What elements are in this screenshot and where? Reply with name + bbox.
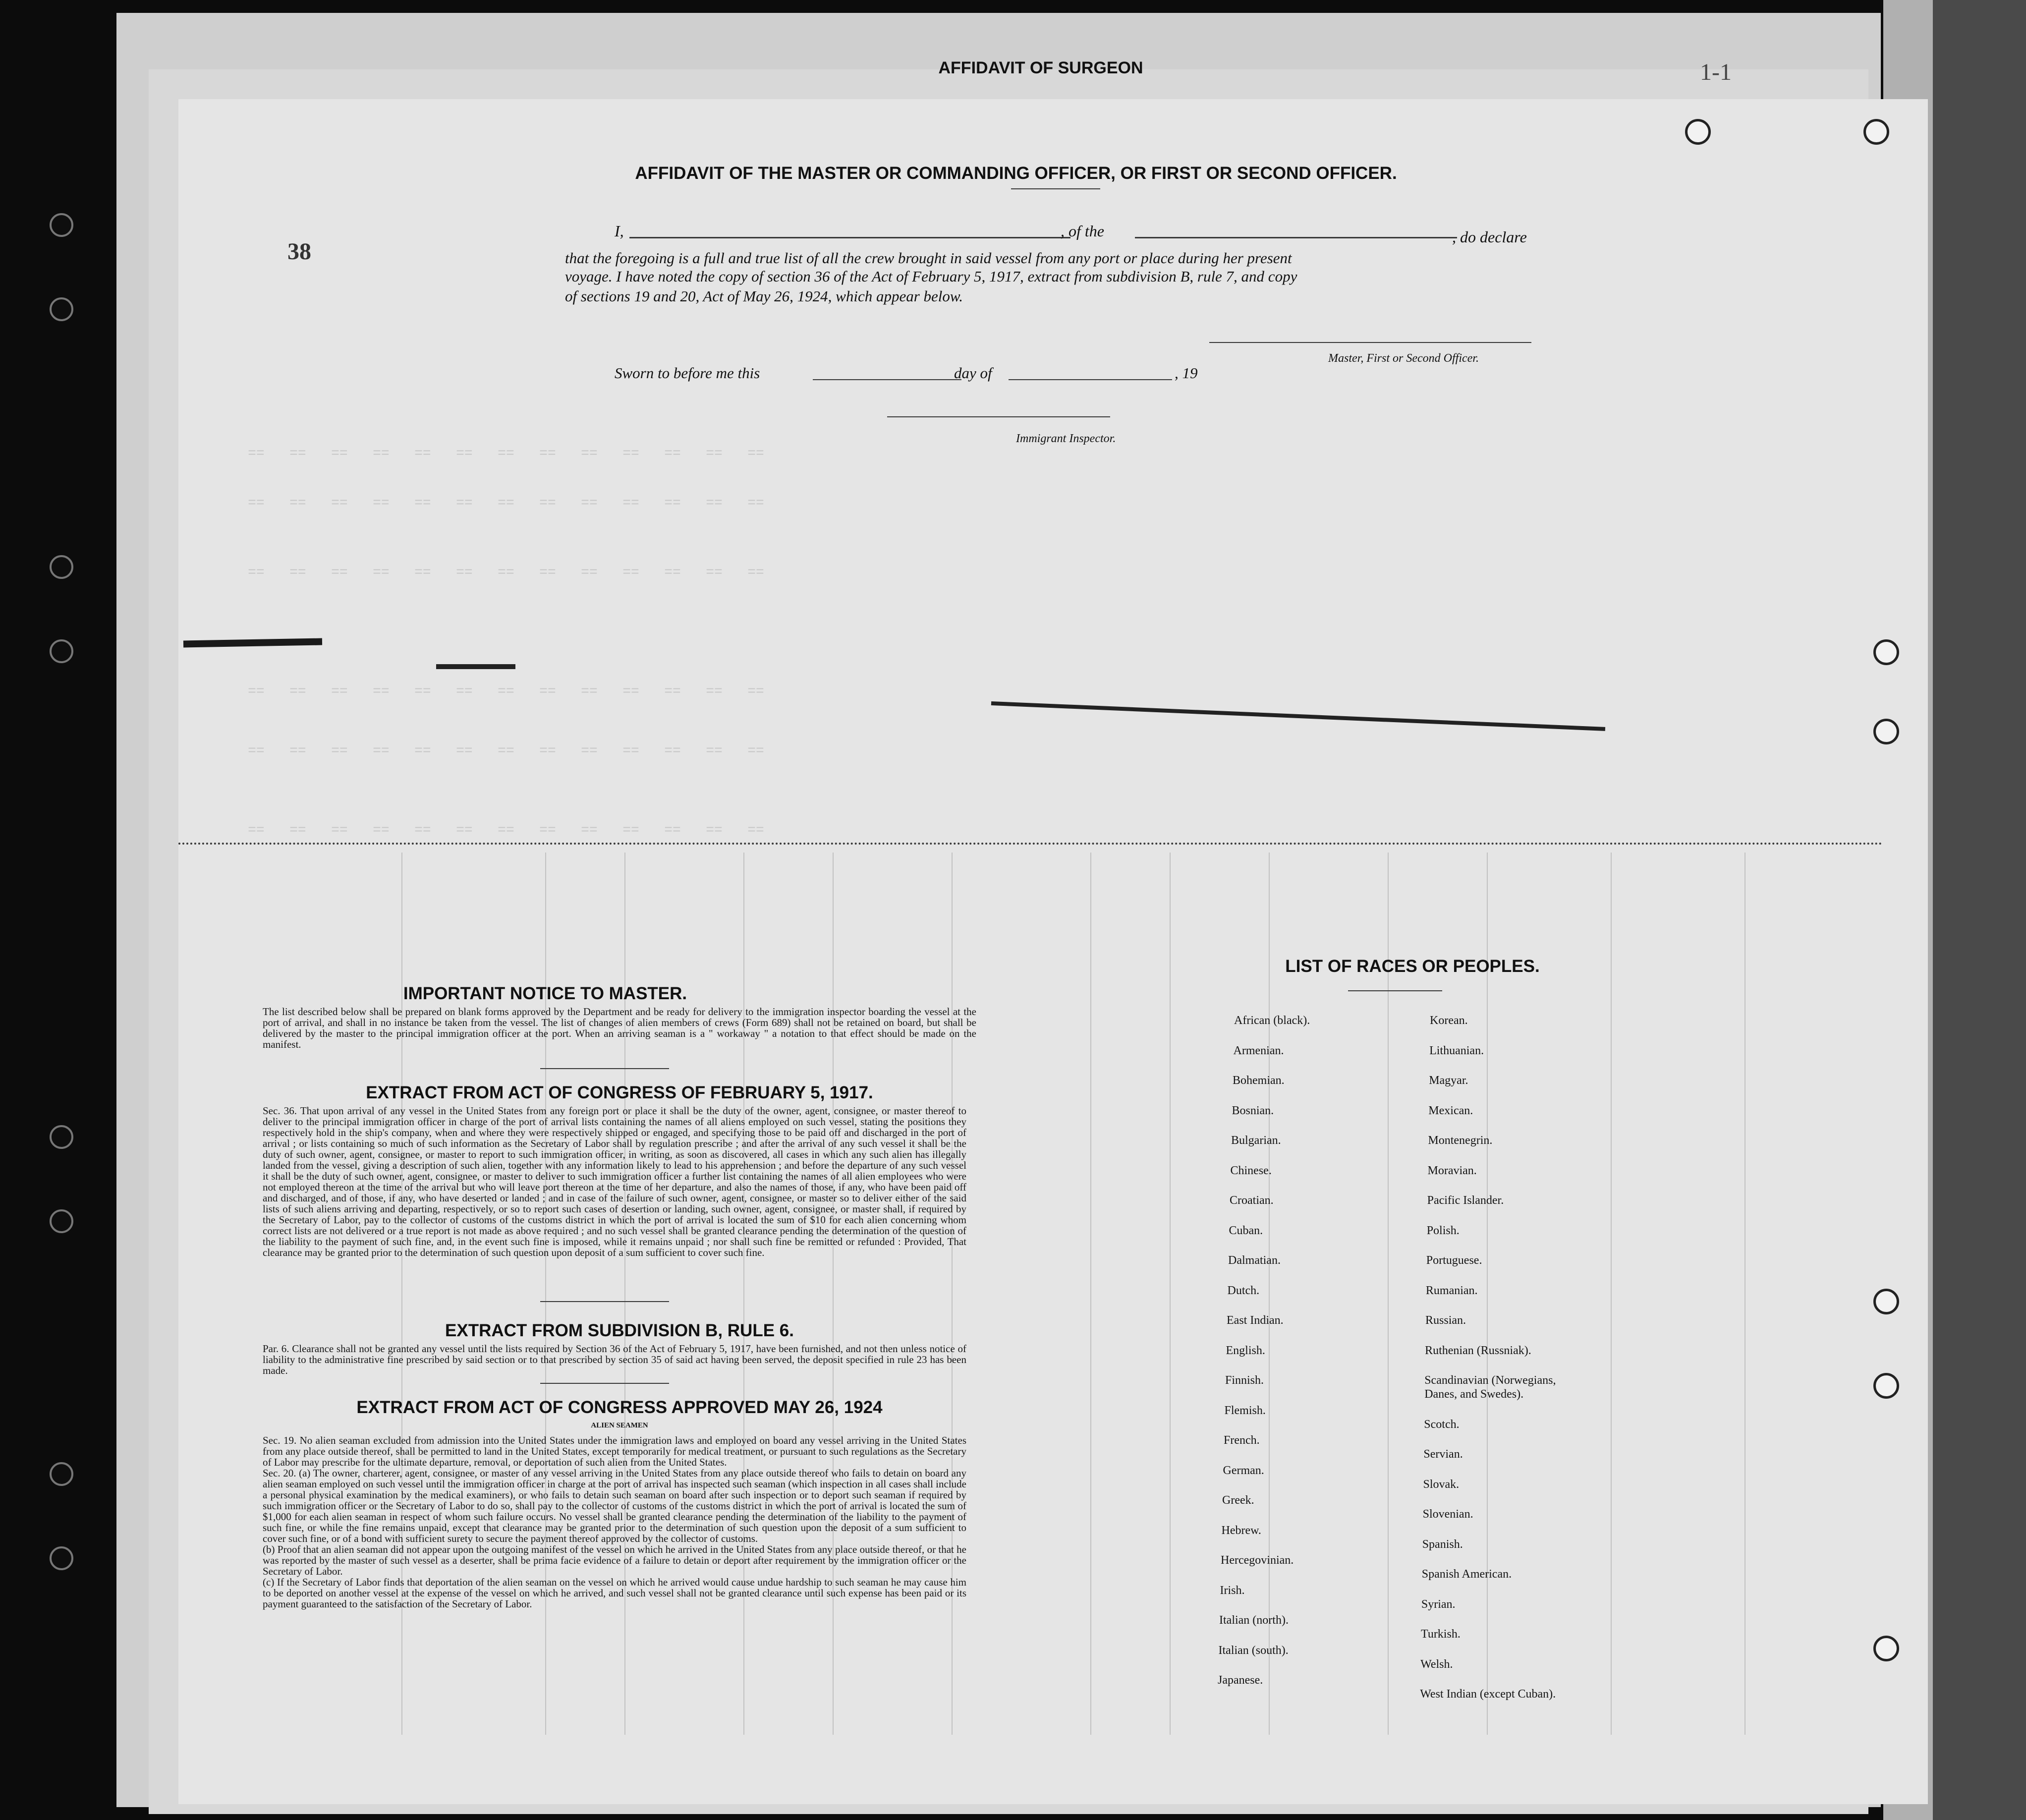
race-item: Moravian.	[1427, 1164, 1477, 1177]
margin-mark: 38	[287, 238, 311, 265]
race-item: Italian (north).	[1219, 1614, 1289, 1627]
title-rule	[1011, 188, 1100, 189]
extract-1917-body: Sec. 36. That upon arrival of any vessel in the United States from any foreign port or place it shall be the duty of the owner, agent, consignee, or master thereof to deliver to the principal immigration officer in charge of the port of arrival lists containing the names of all aliens employed on such vessel, stating the positions they respectively hold in the ship's company, when and where they were respectively shipped or engaged, and specifying those to be paid off and discharged in the port of arrival ; or lists containing so much of such information as the Secretary of Labor shall by regulation prescribe ; and after the arrival of any such vessel it shall be the duty of such owner, agent, consignee, or master to report to such immigration officer, in writing, as soon as discovered, all cases in which any such alien has illegally landed from the vessel, giving a description of such alien, together with any information likely to lead to his apprehension ; and before the departure of any such vessel it shall be the duty of such owner, agent, consignee, or master to deliver to such immigration officer a further list containing the names of all alien employees who were not employed thereon at the time of the arrival but who will leave port thereon at the time of her departure, and also the names of those, if any, who have been paid off and discharged, and of those, if any, who have deserted or landed ; and in case of the failure of such owner, agent, consignee, or master so to deliver either of the said lists of such aliens arriving and departing, respectively, or so to report such cases of desertion or landing, such owner, agent, consignee, or master shall, if required by the Secretary of Labor, pay to the collector of customs of the customs district in which the port of arrival is located the sum of $10 for each alien concerning whom correct lists are not delivered or a true report is not made as above required ; and no such vessel shall be granted clearance pending the determination of the question of the liability to the payment of such fine, and, in the event such fine is imposed, while it remains unpaid ; nor shall such fine be remitted or refunded : Provided, That clearance may be granted prior to the determination of such question upon deposit of a sum sufficient to cover such fine.	[263, 1105, 966, 1258]
race-item: Bosnian.	[1232, 1104, 1274, 1117]
race-item: Scotch.	[1424, 1418, 1460, 1431]
scanner-bed	[1933, 0, 2026, 1820]
bleed-through: == == == == == == == == == == == == ==	[248, 496, 764, 511]
ruling-line	[1170, 853, 1171, 1735]
race-item: Hebrew.	[1221, 1524, 1261, 1537]
affidavit-para1: that the foregoing is a full and true list of all the crew brought in said vessel from any port or place during her present	[565, 249, 1292, 267]
fold-line	[178, 843, 1883, 845]
punch-hole-icon	[1873, 719, 1899, 744]
bleed-through: == == == == == == == == == == == == ==	[248, 823, 764, 838]
inspector-label: Immigrant Inspector.	[1016, 432, 1116, 445]
ruling-line	[1611, 853, 1612, 1735]
punch-hole-icon	[1873, 639, 1899, 665]
extract-1924-title: EXTRACT FROM ACT OF CONGRESS APPROVED MAY 26, 1924	[356, 1398, 883, 1417]
section-rule	[540, 1068, 669, 1069]
race-item: Syrian.	[1421, 1597, 1456, 1611]
section-rule	[1348, 990, 1442, 991]
races-title: LIST OF RACES OR PEOPLES.	[1285, 957, 1540, 976]
affidavit-of-the: , of the	[1061, 222, 1104, 240]
race-item: Greek.	[1222, 1494, 1254, 1507]
punch-hole-icon	[1873, 1289, 1899, 1314]
race-item: Cuban.	[1229, 1224, 1263, 1237]
race-item: Ruthenian (Russniak).	[1425, 1344, 1531, 1357]
race-item: Magyar.	[1429, 1074, 1468, 1087]
notice-body: The list described below shall be prepared on blank forms approved by the Department and be ready for delivery to the immigration inspector boarding the vessel at the port of arrival, and shall in no instance be taken from the vessel. The list of changes of alien members of crews (Form 689) shall not be retained on board, but shall be delivered by the master to the principal immigration officer at the port. When an arriving seaman is a " workaway " a notation to that effect should be made on the manifest.	[263, 1006, 976, 1050]
race-item: Slovenian.	[1422, 1508, 1473, 1521]
top-title: AFFIDAVIT OF SURGEON	[938, 58, 1143, 77]
punch-hole-icon	[1863, 119, 1889, 145]
race-item: Turkish.	[1421, 1628, 1461, 1641]
affidavit-title: AFFIDAVIT OF THE MASTER OR COMMANDING OFFICER, OR FIRST OR SECOND OFFICER.	[635, 164, 1397, 183]
punch-hole-icon	[50, 639, 73, 663]
bleed-through: == == == == == == == == == == == == ==	[248, 684, 764, 699]
race-item: Dalmatian.	[1228, 1254, 1281, 1267]
race-item: Irish.	[1220, 1584, 1245, 1597]
bleed-through: == == == == == == == == == == == == ==	[248, 446, 764, 461]
race-item: Welsh.	[1420, 1657, 1453, 1671]
bleed-through: == == == == == == == == == == == == ==	[248, 565, 764, 580]
race-item: Montenegrin.	[1428, 1134, 1493, 1147]
race-item: Pacific Islander.	[1427, 1194, 1504, 1207]
inspector-signature-line[interactable]	[887, 416, 1110, 417]
punch-hole-icon	[1873, 1636, 1899, 1661]
punch-hole-icon	[50, 1462, 73, 1486]
affidavit-line1-prefix: I,	[615, 222, 624, 240]
race-item: English.	[1226, 1344, 1265, 1357]
punch-hole-icon	[50, 1209, 73, 1233]
punch-hole-icon	[50, 555, 73, 579]
race-item: Bulgarian.	[1231, 1134, 1281, 1147]
race-item: Polish.	[1426, 1224, 1460, 1237]
sec20a-text: Sec. 20. (a) The owner, charterer, agent, consignee, or master of any vessel arriving in the United States from any place outside thereof who fails to detain on board any alien seaman employed on such vessel until the immigration officer in charge at the port of arrival has inspected such seaman (which inspection in all cases shall include a personal physical examination by the medical examiners), or who fails to detain such seaman on board after such inspection or to deport such seaman if required by such immigration officer or the Secretary of Labor to do so, shall pay to the collector of customs of the customs district in which the port of arrival is located the sum of $1,000 for each alien seaman in respect of whom such failure occurs. No vessel shall be granted clearance pending the determination of the liability to the payment of such fine, or while the fine remains unpaid, except that clearance may be granted prior to the determination of such question upon the deposit of a sum sufficient to cover such fine, or of a bond with sufficient surety to secure the payment thereof approved by the collector of customs.	[263, 1467, 966, 1544]
affidavit-para2: voyage. I have noted the copy of section 36 of the Act of February 5, 1917, extract from subdivision B, rule 7, and copy	[565, 268, 1297, 285]
extract-rule6-title: EXTRACT FROM SUBDIVISION B, RULE 6.	[445, 1321, 794, 1340]
race-item: Russian.	[1425, 1314, 1466, 1327]
affidavit-declare: , do declare	[1452, 228, 1527, 246]
ruling-line	[1388, 853, 1389, 1735]
extract-1917-title: EXTRACT FROM ACT OF CONGRESS OF FEBRUARY 5, 1917.	[366, 1083, 873, 1102]
race-item: Chinese.	[1230, 1164, 1272, 1177]
sec19-text: Sec. 19. No alien seaman excluded from admission into the United States under the immigration laws and employed on board any vessel arriving in the United States from any place outside thereof, shall be permitted to land in the United States, except temporarily for medical treatment, or pursuant to such regulations as the Secretary of Labor may prescribe for the ultimate departure, removal, or deportation of such alien from the United States.	[263, 1434, 966, 1468]
race-item: Croatian.	[1230, 1194, 1274, 1207]
race-item: Spanish.	[1422, 1537, 1463, 1551]
race-item: Armenian.	[1233, 1044, 1284, 1057]
ruling-line	[1487, 853, 1488, 1735]
affidavit-para3: of sections 19 and 20, Act of May 26, 1924, which appear below.	[565, 287, 963, 305]
race-item: Flemish.	[1224, 1404, 1266, 1417]
punch-hole-icon	[50, 213, 73, 237]
corner-mark: 1-1	[1700, 59, 1732, 85]
race-item: Hercegovinian.	[1221, 1554, 1294, 1567]
race-item: German.	[1223, 1464, 1264, 1477]
race-item: Japanese.	[1218, 1674, 1263, 1687]
ruling-line	[1269, 853, 1270, 1735]
ink-smear	[436, 664, 515, 669]
sec20b-text: (b) Proof that an alien seaman did not appear upon the outgoing manifest of the vessel on which he arrived in the United States from any place outside thereof, or that he was reported by the master of such vessel as a deserter, shall be prima facie evidence of a failure to detain or deport after requirement by the immigration officer or the Secretary of Labor.	[263, 1543, 966, 1577]
punch-hole-icon	[50, 1125, 73, 1149]
section-rule	[540, 1301, 669, 1302]
bleed-through: == == == == == == == == == == == == ==	[248, 743, 764, 759]
race-item: Spanish American.	[1421, 1568, 1512, 1581]
race-item: East Indian.	[1227, 1314, 1284, 1327]
ruling-line	[1090, 853, 1091, 1735]
extract-1924-body	[263, 1435, 966, 1609]
year-text: , 19	[1175, 364, 1198, 382]
day-of-text: day of	[954, 364, 992, 382]
extract-1924-subtitle: ALIEN SEAMEN	[591, 1422, 648, 1429]
notice-title: IMPORTANT NOTICE TO MASTER.	[403, 984, 687, 1003]
race-item: Mexican.	[1428, 1104, 1473, 1117]
race-item: Portuguese.	[1426, 1254, 1482, 1267]
race-item: Italian (south).	[1218, 1644, 1289, 1657]
month-blank[interactable]	[1009, 379, 1172, 380]
race-item: Dutch.	[1227, 1284, 1260, 1297]
race-item: Bohemian.	[1233, 1074, 1285, 1087]
sworn-day-blank[interactable]	[813, 379, 961, 380]
race-item: Scandinavian (Norwegians, Danes, and Swedes).	[1424, 1374, 1556, 1401]
sworn-text: Sworn to before me this	[615, 364, 760, 382]
race-item: African (black).	[1234, 1014, 1310, 1027]
punch-hole-icon	[1873, 1373, 1899, 1399]
extract-rule6-body: Par. 6. Clearance shall not be granted any vessel until the lists required by Section 36 of the Act of February 5, 1917, have been furnished, and not then unless notice of liability to the administrative fine prescribed by said section or to that prescribed by section 35 of said act having been served, the deposit specified in rule 23 has been made.	[263, 1343, 966, 1376]
race-item: Finnish.	[1225, 1374, 1264, 1387]
punch-hole-icon	[50, 1546, 73, 1570]
section-rule	[540, 1383, 669, 1384]
race-item: Servian.	[1423, 1448, 1463, 1461]
master-signature-line[interactable]	[1209, 342, 1531, 343]
sec20c-text: (c) If the Secretary of Labor finds that deportation of the alien seaman on the vessel on which he arrived would cause undue hardship to such seaman he may cause him to be deported on another vessel at the expense of the vessel on which he arrived, and such vessel shall not be granted clearance until such expense has been paid or its payment guaranteed to the satisfaction of the Secretary of Labor.	[263, 1576, 966, 1610]
vessel-blank[interactable]	[1135, 237, 1457, 238]
master-signature-label: Master, First or Second Officer.	[1328, 352, 1479, 365]
punch-hole-icon	[50, 297, 73, 321]
punch-hole-icon	[1685, 119, 1711, 145]
race-item: Korean.	[1430, 1014, 1468, 1027]
name-blank[interactable]	[629, 237, 1070, 238]
race-item: French.	[1224, 1434, 1260, 1447]
race-item: Slovak.	[1423, 1478, 1460, 1491]
race-item: West Indian (except Cuban).	[1420, 1688, 1556, 1701]
race-item: Rumanian.	[1425, 1284, 1478, 1297]
race-item: Lithuanian.	[1429, 1044, 1484, 1057]
